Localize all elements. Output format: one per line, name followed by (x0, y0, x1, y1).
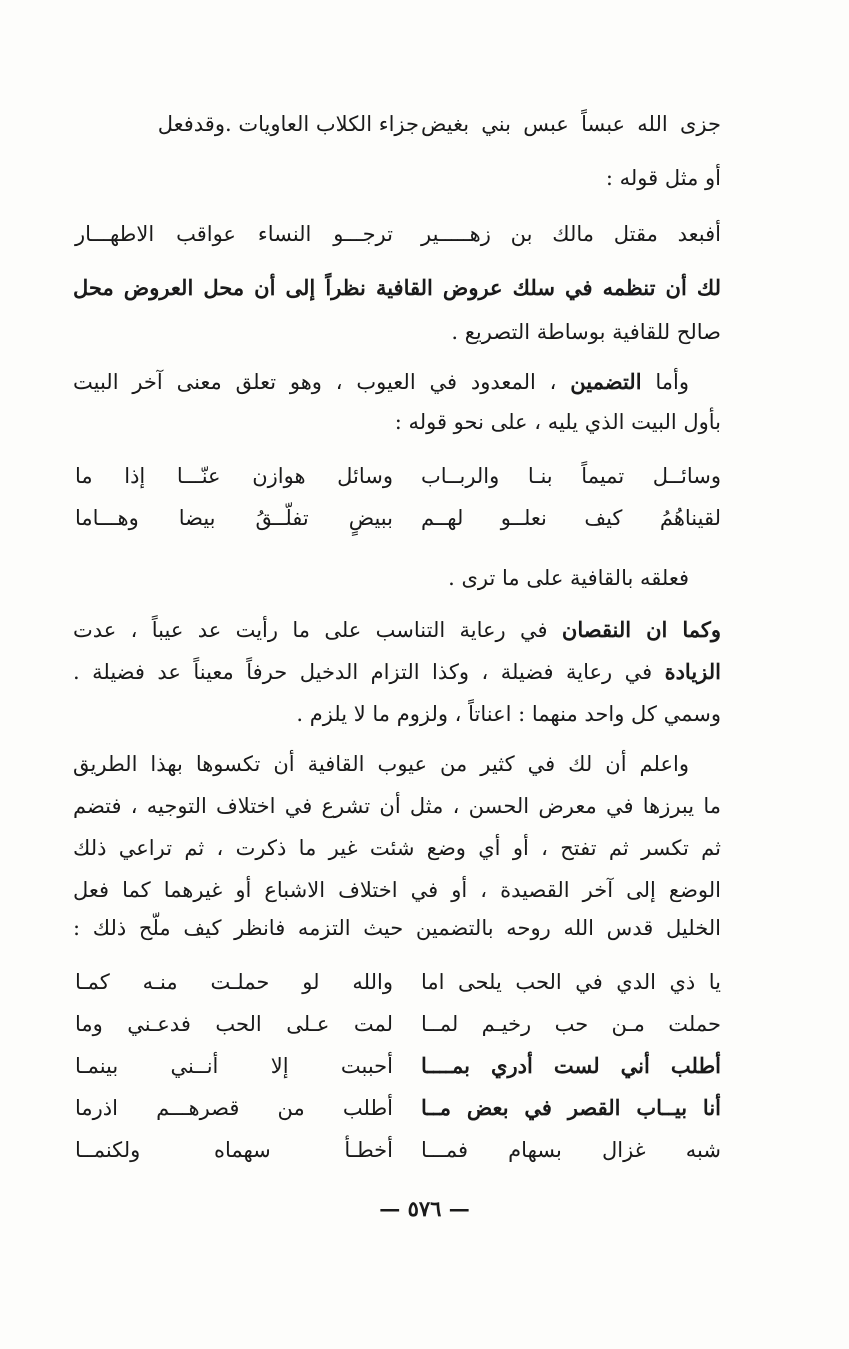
text-line: صالح للقافية بوساطة التصريع . (451, 320, 721, 344)
text-line: وسمي كل واحد منهما : اعناتاً ، ولزوم ما لا يلزم . (296, 702, 721, 726)
page-number: — ٥٧٦ — (379, 1196, 470, 1221)
verse-hemistich-second: أخطـأ سهماه ولكنمــا (75, 1138, 393, 1162)
text-line: ثم تكسر ثم تفتح ، أو أي وضع شئت غير ما ذكرت ، ثم تراعي ذلك (73, 836, 721, 860)
text-line: وكما ان النقصان في رعاية التناسب على ما رأيت عد عيباً ، عدت (73, 617, 722, 642)
verse-hemistich-second: جزاء الكلاب العاويات .وقدفعل (157, 112, 419, 136)
term-naqsan: وكما ان النقصان (561, 617, 722, 642)
text-line: أو مثل قوله : (605, 166, 721, 190)
text-line: الزيادة في رعاية فضيلة ، وكذا التزام الدخيل حرفاً معيناً عد فضيلة . (73, 659, 721, 684)
verse-hemistich-second: ببيضٍ تفلّــقُ بيضا وهـــاما (75, 506, 393, 530)
verse-hemistich-first: لقيناهُمُ كيف نعلــو لهــم (421, 506, 721, 530)
text-line: وأما التضمين ، المعدود في العيوب ، وهو تعلق معنى آخر البيت (73, 369, 689, 394)
term-tadmin: التضمين (570, 369, 642, 394)
text-line: ما يبرزها في معرض الحسن ، مثل أن تشرع في اختلاف التوجيه ، فتضم (73, 794, 721, 818)
verse-hemistich-first: جزى الله عبساً عبس بني بغيض (421, 112, 721, 136)
verse-hemistich-second: أحببت إلا أنــني بينمـا (75, 1054, 393, 1078)
verse-hemistich-first: شبه غزال بسهام فمـــا (421, 1138, 721, 1162)
text-line: الوضع إلى آخر القصيدة ، أو في اختلاف الاشباع أو غيرهما كما فعل (73, 878, 721, 902)
verse-hemistich-second: لمت عـلى الحب فدعـني وما (75, 1012, 393, 1036)
verse-hemistich-second: أطلب من قصرهـــم اذرما (75, 1096, 393, 1120)
verse-hemistich-second: والله لو حملـت منـه كمـا (75, 970, 393, 994)
verse-hemistich-second: ترجـــو النساء عواقب الاطهـــار (75, 222, 393, 246)
verse-hemistich-first: وسائــل تميماً بنـا والربــاب (421, 464, 721, 488)
verse-hemistich-first: أنا بيــاب القصر في بعض مــا (421, 1095, 721, 1120)
text-line: بأول البيت الذي يليه ، على نحو قوله : (394, 410, 721, 434)
text-line: لك أن تنظمه في سلك عروض القافية نظراً إلى أن محل العروض محل (73, 275, 721, 300)
term-ziyada: الزيادة (664, 659, 721, 684)
text-line: واعلم أن لك في كثير من عيوب القافية أن تكسوها بهذا الطريق (73, 752, 689, 776)
text-line: فعلقه بالقافية على ما ترى . (448, 566, 689, 590)
verse-hemistich-first: أطلب أني لست أدري بمــــا (421, 1053, 721, 1078)
verse-hemistich-first: حملت مـن حب رخيـم لمــا (421, 1012, 721, 1036)
verse-hemistich-second: وسائل هوازن عنّـــا إذا ما (75, 464, 393, 488)
verse-hemistich-first: يا ذي الدي في الحب يلحى اما (421, 970, 721, 994)
text-line: الخليل قدس الله روحه بالتضمين حيث التزمه فانظر كيف ملّح ذلك : (73, 916, 721, 940)
verse-hemistich-first: أفبعد مقتل مالك بن زهـــــير (421, 222, 721, 246)
